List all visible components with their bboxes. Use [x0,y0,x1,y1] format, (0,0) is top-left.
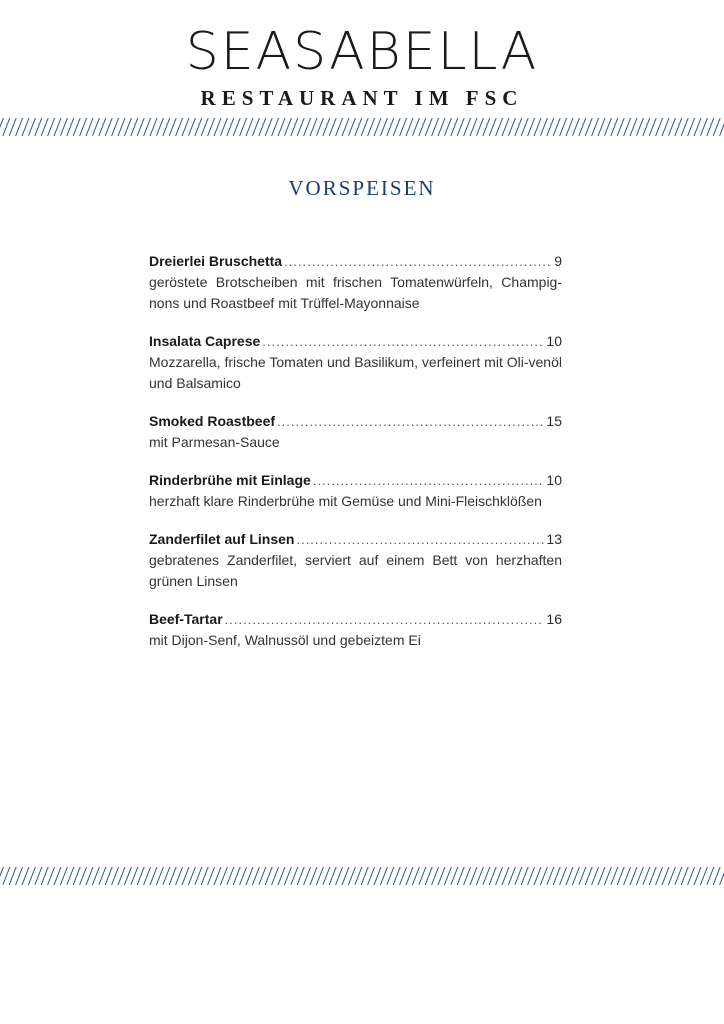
border-pattern-stroke [592,118,599,136]
border-pattern-stroke [323,867,330,885]
border-pattern-stroke [272,118,279,136]
border-pattern-stroke [483,118,490,136]
border-pattern-stroke [240,118,247,136]
border-pattern-stroke [48,118,55,136]
border-pattern-stroke [649,867,656,885]
border-pattern-stroke [176,118,183,136]
border-pattern-stroke [336,118,343,136]
border-pattern-stroke [105,118,112,136]
border-pattern-stroke [54,867,61,885]
border-pattern-stroke [451,867,458,885]
border-pattern-stroke [208,118,215,136]
border-pattern-stroke [374,867,381,885]
border-pattern-stroke [566,118,573,136]
border-pattern-stroke [163,118,170,136]
border-pattern-stroke [502,867,509,885]
border-pattern-stroke [656,867,663,885]
border-pattern-stroke [342,118,349,136]
border-pattern-stroke [508,867,515,885]
menu-item-price: 10 [546,333,562,349]
menu-item-description: Mozzarella, frische Tomaten und Basilikum, verfeinert mit Oli-venöl und Balsamico [149,354,562,391]
border-pattern-stroke [572,118,579,136]
border-pattern-stroke [144,867,151,885]
border-pattern-stroke [720,867,724,885]
border-pattern-stroke [348,118,355,136]
menu-item-name: Smoked Roastbeef [149,413,276,429]
border-pattern-stroke [0,867,3,885]
logo-text: SEASABELLA [185,22,539,82]
border-pattern-stroke [329,118,336,136]
border-pattern-stroke [80,118,87,136]
border-pattern-stroke [156,867,163,885]
border-pattern-stroke [137,867,144,885]
border-pattern-stroke [515,867,522,885]
menu-item [149,251,562,314]
leader-dots [296,529,544,550]
border-pattern-stroke [150,867,157,885]
menu-item-name: Dreierlei Bruschetta [149,253,283,269]
border-pattern-stroke [611,118,618,136]
border-pattern-stroke [41,118,48,136]
border-pattern-stroke [304,118,311,136]
border-pattern-stroke [560,118,567,136]
menu-item-name: Insalata Caprese [149,333,261,349]
menu-item [149,411,562,453]
border-pattern-stroke [284,867,291,885]
border-pattern-stroke [156,118,163,136]
border-pattern-stroke [374,118,381,136]
section-title: VORSPEISEN [288,176,436,200]
border-pattern-stroke [272,867,279,885]
border-pattern-stroke [508,118,515,136]
border-pattern-stroke [451,118,458,136]
border-pattern-stroke [380,867,387,885]
border-pattern-stroke [259,118,266,136]
border-pattern-stroke [348,867,355,885]
border-pattern-stroke [713,867,720,885]
border-pattern-stroke [489,118,496,136]
border-pattern-stroke [649,118,656,136]
border-pattern-stroke [457,867,464,885]
border-pattern-stroke [502,118,509,136]
border-pattern-stroke [540,118,547,136]
border-pattern-stroke [668,867,675,885]
border-pattern-stroke [214,867,221,885]
border-pattern-stroke [310,118,317,136]
border-pattern-stroke [444,867,451,885]
border-pattern-stroke [432,867,439,885]
menu-item-description: herzhaft klare Rinderbrühe mit Gemüse und Mini-Fleischklößen [149,493,542,509]
border-pattern-stroke [195,867,202,885]
border-pattern-stroke [528,867,535,885]
border-pattern-stroke [432,118,439,136]
border-pattern-stroke [35,118,42,136]
border-pattern-stroke [86,118,93,136]
border-pattern-stroke [457,118,464,136]
border-pattern-stroke [284,118,291,136]
border-pattern-stroke [118,118,125,136]
border-pattern-stroke [368,118,375,136]
border-pattern-stroke [464,867,471,885]
border-pattern-stroke [323,118,330,136]
border-pattern-stroke [368,867,375,885]
border-pattern-stroke [28,867,35,885]
border-pattern-stroke [9,118,16,136]
border-pattern-stroke [73,118,80,136]
border-pattern-stroke [355,867,362,885]
border-pattern-stroke [579,867,586,885]
border-pattern-stroke [393,867,400,885]
border-pattern-stroke [630,118,637,136]
border-pattern-stroke [118,867,125,885]
menu-item-description: mit Parmesan-Sauce [149,434,280,450]
border-pattern-stroke [361,867,368,885]
border-pattern-stroke [604,118,611,136]
border-pattern-stroke [201,118,208,136]
border-pattern-stroke [73,867,80,885]
border-pattern-stroke [28,118,35,136]
menu-item-price: 10 [546,472,562,488]
border-pattern-stroke [22,118,29,136]
border-pattern-stroke [713,118,720,136]
menu-item-name: Rinderbrühe mit Einlage [149,472,311,488]
border-pattern-stroke [720,118,724,136]
border-pattern-stroke [131,118,138,136]
border-pattern-stroke [329,867,336,885]
border-pattern-stroke [3,118,10,136]
border-pattern-stroke [220,867,227,885]
border-pattern-stroke [233,118,240,136]
border-pattern-stroke [406,118,413,136]
border-pattern-stroke [297,867,304,885]
border-pattern-stroke [534,867,541,885]
border-pattern-stroke [48,867,55,885]
border-pattern-stroke [208,867,215,885]
border-pattern-stroke [681,118,688,136]
menu-item-price: 13 [546,531,562,547]
border-pattern-stroke [54,118,61,136]
border-pattern-stroke [304,867,311,885]
border-pattern-stroke [3,867,10,885]
border-pattern-stroke [688,118,695,136]
border-pattern-stroke [419,867,426,885]
border-pattern-stroke [246,118,253,136]
border-pattern-stroke [227,867,234,885]
border-pattern-stroke [316,118,323,136]
border-pattern-stroke [700,118,707,136]
border-pattern-stroke [400,867,407,885]
border-pattern-stroke [656,118,663,136]
border-pattern-stroke [547,118,554,136]
border-pattern-stroke [540,867,547,885]
leader-dots [277,411,544,432]
border-pattern-stroke [566,867,573,885]
border-pattern-stroke [35,867,42,885]
border-pattern-stroke [444,118,451,136]
border-pattern-stroke [476,867,483,885]
border-pattern-stroke [662,867,669,885]
border-pattern-stroke [112,118,119,136]
border-pattern-stroke [579,118,586,136]
border-pattern-stroke [316,867,323,885]
border-pattern-stroke [112,867,119,885]
border-pattern-stroke [220,118,227,136]
border-pattern-stroke [425,867,432,885]
border-pattern-stroke [483,867,490,885]
border-pattern-stroke [291,118,298,136]
border-pattern-stroke [22,867,29,885]
border-pattern-stroke [137,118,144,136]
leader-dots [225,609,545,630]
border-pattern-stroke [259,867,266,885]
border-pattern-stroke [438,118,445,136]
border-pattern-stroke [668,118,675,136]
border-pattern-stroke [412,118,419,136]
border-pattern-stroke [675,118,682,136]
border-pattern-stroke [694,118,701,136]
menu-item-price: 16 [546,611,562,627]
border-pattern-stroke [387,867,394,885]
border-pattern-stroke [291,867,298,885]
border-pattern-stroke [240,867,247,885]
border-pattern-stroke [297,118,304,136]
border-pattern-stroke [624,867,631,885]
border-pattern-stroke [176,867,183,885]
border-pattern-stroke [688,867,695,885]
border-pattern-stroke [470,118,477,136]
border-pattern-stroke [438,867,445,885]
border-pattern-stroke [419,118,426,136]
border-pattern-stroke [188,118,195,136]
border-pattern-stroke [675,867,682,885]
border-pattern-stroke [361,118,368,136]
border-pattern-stroke [227,118,234,136]
border-pattern-stroke [624,118,631,136]
menu-item [149,529,562,592]
border-pattern-stroke [150,118,157,136]
restaurant-subtitle: RESTAURANT IM FSC [200,86,524,110]
border-pattern-stroke [476,118,483,136]
border-pattern-stroke [592,867,599,885]
border-pattern-stroke [515,118,522,136]
border-pattern-stroke [604,867,611,885]
border-pattern-stroke [707,118,714,136]
border-pattern-stroke [707,867,714,885]
border-pattern-stroke [144,118,151,136]
border-pattern-stroke [662,118,669,136]
border-pattern-stroke [521,118,528,136]
border-pattern-stroke [598,118,605,136]
border-pattern-stroke [60,867,67,885]
border-pattern-stroke [182,867,189,885]
border-pattern-stroke [585,867,592,885]
border-pattern-stroke [195,118,202,136]
border-pattern-stroke [99,867,106,885]
border-pattern-stroke [278,118,285,136]
menu-item-description: mit Dijon-Senf, Walnussöl und gebeiztem Ei [149,632,421,648]
border-pattern-stroke [617,118,624,136]
border-pattern-stroke [169,867,176,885]
border-pattern-stroke [387,118,394,136]
border-pattern-stroke [169,118,176,136]
border-pattern-stroke [681,867,688,885]
border-pattern-stroke [342,867,349,885]
border-pattern-stroke [547,867,554,885]
decorative-border-top [0,116,724,138]
border-pattern-stroke [380,118,387,136]
border-pattern-stroke [246,867,253,885]
menu-item [149,609,562,651]
border-pattern-stroke [80,867,87,885]
border-pattern-stroke [496,118,503,136]
border-pattern-stroke [598,867,605,885]
border-pattern-stroke [489,867,496,885]
border-pattern-stroke [16,867,23,885]
border-pattern-stroke [572,867,579,885]
menu-item-price: 15 [546,413,562,429]
border-pattern-stroke [406,867,413,885]
restaurant-logo [0,22,724,82]
border-pattern-stroke [60,118,67,136]
border-pattern-stroke [355,118,362,136]
border-pattern-stroke [124,118,131,136]
border-pattern-stroke [252,867,259,885]
border-pattern-stroke [630,867,637,885]
border-pattern-stroke [585,118,592,136]
border-pattern-stroke [16,118,23,136]
border-pattern-stroke [265,867,272,885]
menu-item-description: geröstete Brotscheiben mit frischen Tomatenwürfeln, Champig-nons und Roastbeef mit Trüffel-Mayonnaise [149,274,562,311]
border-pattern-stroke [41,867,48,885]
border-pattern-stroke [278,867,285,885]
border-pattern-stroke [86,867,93,885]
menu-item-name: Zanderfilet auf Linsen [149,531,295,547]
border-pattern-stroke [92,118,99,136]
border-pattern-stroke [400,118,407,136]
menu-item-name: Beef-Tartar [149,611,223,627]
border-pattern-stroke [124,867,131,885]
border-pattern-stroke [92,867,99,885]
border-pattern-stroke [412,867,419,885]
border-pattern-stroke [201,867,208,885]
border-pattern-stroke [617,867,624,885]
border-pattern-stroke [528,118,535,136]
border-pattern-stroke [464,118,471,136]
border-pattern-stroke [560,867,567,885]
border-pattern-stroke [214,118,221,136]
border-pattern-stroke [9,867,16,885]
border-pattern-stroke [182,118,189,136]
decorative-border-bottom [0,865,724,887]
border-pattern-stroke [67,867,74,885]
border-pattern-stroke [393,118,400,136]
border-pattern-stroke [310,867,317,885]
leader-dots [313,470,545,491]
menu-item [149,331,562,394]
leader-dots [284,251,552,272]
border-pattern-stroke [425,118,432,136]
border-pattern-stroke [336,867,343,885]
border-pattern-stroke [553,867,560,885]
border-pattern-stroke [636,118,643,136]
border-pattern-stroke [553,118,560,136]
menu-item-description: gebratenes Zanderfilet, serviert auf einem Bett von herzhaften grünen Linsen [149,552,562,589]
border-pattern-stroke [496,867,503,885]
border-pattern-stroke [99,118,106,136]
border-pattern-stroke [163,867,170,885]
border-pattern-stroke [611,867,618,885]
menu-list [149,251,562,668]
border-pattern-stroke [521,867,528,885]
menu-item-price: 9 [554,253,562,269]
border-pattern-stroke [188,867,195,885]
menu-item [149,470,562,512]
border-pattern-stroke [470,867,477,885]
border-pattern-stroke [534,118,541,136]
border-pattern-stroke [252,118,259,136]
border-pattern-stroke [105,867,112,885]
border-pattern-stroke [643,118,650,136]
border-pattern-stroke [694,867,701,885]
border-pattern-stroke [233,867,240,885]
border-pattern-stroke [643,867,650,885]
border-pattern-stroke [0,118,3,136]
border-pattern-stroke [700,867,707,885]
border-pattern-stroke [636,867,643,885]
border-pattern-stroke [265,118,272,136]
border-pattern-stroke [67,118,74,136]
border-pattern-stroke [131,867,138,885]
leader-dots [262,331,544,352]
